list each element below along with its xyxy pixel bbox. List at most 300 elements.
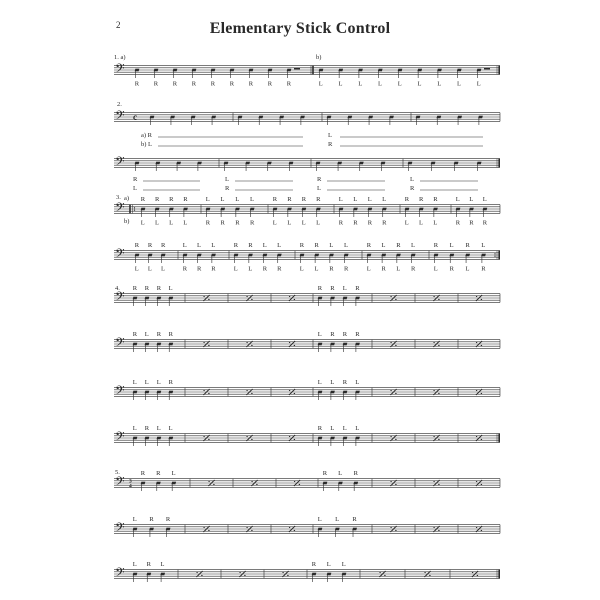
measure-repeat-dot bbox=[438, 439, 439, 440]
sticking-above: R bbox=[149, 516, 154, 523]
measure-repeat-dot bbox=[208, 393, 209, 394]
bass-clef-icon: 𝄢 bbox=[115, 431, 125, 447]
sticking-above: L bbox=[249, 196, 254, 203]
sticking-below: L bbox=[338, 80, 343, 88]
sticking-below: R bbox=[382, 219, 387, 227]
measure-repeat-dot bbox=[246, 527, 247, 528]
measure-repeat-dot bbox=[424, 572, 425, 573]
answer-line bbox=[410, 176, 478, 183]
measure-repeat-dot bbox=[201, 575, 202, 576]
answer-line-label: R bbox=[328, 141, 333, 148]
staff-system bbox=[114, 425, 500, 447]
repeat-dot bbox=[134, 210, 135, 211]
measure-repeat-dot bbox=[481, 530, 482, 531]
sticking-above: R bbox=[419, 196, 424, 203]
sticking-above: R bbox=[433, 196, 438, 203]
measure-repeat-dot bbox=[481, 439, 482, 440]
sticking-above: R bbox=[156, 331, 162, 338]
sticking-below: L bbox=[437, 80, 442, 88]
sticking-above: L bbox=[341, 561, 346, 568]
sticking-below: L bbox=[154, 219, 159, 227]
measure-repeat-dot bbox=[203, 342, 204, 343]
sticking-below: L bbox=[465, 265, 470, 273]
sticking-below: L bbox=[301, 219, 306, 227]
sticking-below: L bbox=[378, 80, 383, 88]
sticking-below: L bbox=[419, 219, 424, 227]
answer-line bbox=[328, 132, 483, 139]
sticking-above: R bbox=[322, 470, 328, 477]
staff-system bbox=[114, 101, 500, 148]
sticking-below: R bbox=[469, 219, 474, 227]
sticking-above: L bbox=[317, 379, 322, 386]
sticking-above: L bbox=[197, 242, 202, 249]
sticking-above: L bbox=[277, 242, 282, 249]
sticking-above: L bbox=[168, 285, 173, 292]
sticking-above: R bbox=[352, 516, 357, 523]
sticking-below: R bbox=[205, 219, 211, 227]
sticking-above: L bbox=[469, 196, 474, 203]
sticking-above: R bbox=[233, 242, 239, 249]
sticking-above: R bbox=[165, 516, 171, 523]
sticking-above: R bbox=[144, 425, 150, 432]
sticking-above: L bbox=[326, 561, 331, 568]
measure-repeat-dot bbox=[438, 345, 439, 346]
measure bbox=[150, 113, 233, 125]
measure-repeat-dot bbox=[251, 530, 252, 531]
exercise-number: 5. bbox=[115, 469, 120, 476]
measure-repeat-dot bbox=[477, 575, 478, 576]
sticking-above: R bbox=[156, 470, 161, 477]
measure-repeat-dot bbox=[294, 439, 295, 440]
measure-repeat-dot bbox=[433, 296, 434, 297]
sticking-above: L bbox=[410, 242, 415, 249]
sticking-below: R bbox=[482, 219, 488, 227]
sticking-above: L bbox=[455, 196, 460, 203]
answer-line-label: R bbox=[410, 185, 415, 192]
sticking-below: L bbox=[140, 219, 145, 227]
measure-repeat-dot bbox=[251, 481, 252, 482]
sticking-above: L bbox=[449, 242, 454, 249]
sticking-above: L bbox=[160, 561, 165, 568]
measure-repeat-dot bbox=[395, 299, 396, 300]
measure bbox=[224, 159, 311, 171]
exercise-number: 4. bbox=[115, 285, 120, 292]
measure-repeat-dot bbox=[481, 393, 482, 394]
sticking-above: L bbox=[317, 516, 322, 523]
sticking-above: R bbox=[146, 561, 151, 568]
sticking-above: L bbox=[235, 196, 240, 203]
sticking-below: L bbox=[183, 219, 188, 227]
sticking-above: R bbox=[248, 242, 253, 249]
measure-repeat-dot bbox=[203, 390, 204, 391]
bass-clef-icon: 𝄢 bbox=[115, 337, 125, 353]
measure-repeat-dot bbox=[244, 575, 245, 576]
staff-system bbox=[114, 331, 500, 353]
measure-repeat-dot bbox=[251, 439, 252, 440]
sticking-below: L bbox=[417, 80, 422, 88]
sticking-below: L bbox=[366, 265, 371, 273]
sticking-above: R bbox=[353, 470, 358, 477]
sticking-above: R bbox=[316, 196, 321, 203]
measure-repeat-dot bbox=[289, 296, 290, 297]
sticking-above: L bbox=[482, 196, 487, 203]
sticking-above: L bbox=[338, 470, 343, 477]
measure-repeat-dot bbox=[203, 296, 204, 297]
measure-repeat-dot bbox=[251, 299, 252, 300]
exercise-number: 1. a) bbox=[114, 54, 126, 61]
sticking-below: R bbox=[229, 80, 235, 88]
bass-clef-icon: 𝄢 bbox=[115, 156, 125, 172]
measure-repeat-dot bbox=[294, 393, 295, 394]
measure-repeat-dot bbox=[208, 299, 209, 300]
sticking-above: L bbox=[317, 331, 322, 338]
sticking-below: R bbox=[343, 265, 349, 273]
measure-repeat-dot bbox=[256, 484, 257, 485]
answer-line-label: L bbox=[225, 176, 229, 183]
sticking-below: R bbox=[267, 80, 273, 88]
measure-repeat-dot bbox=[213, 484, 214, 485]
sticking-below: L bbox=[396, 265, 401, 273]
sticking-above: R bbox=[272, 196, 278, 203]
sticking-above: L bbox=[381, 242, 386, 249]
sticking-above: L bbox=[132, 561, 137, 568]
sticking-above: L bbox=[338, 196, 343, 203]
measure-repeat-dot bbox=[438, 484, 439, 485]
measure bbox=[316, 159, 403, 171]
sticking-above: L bbox=[481, 242, 486, 249]
sticking-above: R bbox=[132, 331, 138, 338]
sticking-above: R bbox=[311, 561, 317, 568]
variant-label: b) bbox=[316, 54, 322, 61]
variant-label-b: b) bbox=[124, 218, 130, 225]
measure-repeat-dot bbox=[481, 345, 482, 346]
staff-system bbox=[114, 54, 500, 88]
measure-repeat-dot bbox=[433, 527, 434, 528]
repeat-dot bbox=[494, 253, 495, 254]
measure-repeat-dot bbox=[390, 481, 391, 482]
sticking-above: R bbox=[404, 196, 410, 203]
measure-repeat-dot bbox=[287, 575, 288, 576]
bass-clef-icon: 𝄢 bbox=[115, 567, 125, 583]
sticking-above: R bbox=[169, 196, 174, 203]
sticking-below: L bbox=[160, 265, 165, 273]
sticking-below: R bbox=[172, 80, 178, 88]
measure-repeat-dot bbox=[251, 345, 252, 346]
sticking-below: R bbox=[153, 80, 159, 88]
measure-repeat-dot bbox=[208, 345, 209, 346]
sticking-above: R bbox=[465, 242, 470, 249]
measure bbox=[238, 113, 322, 125]
sticking-below: R bbox=[191, 80, 197, 88]
sticking-above: R bbox=[287, 196, 292, 203]
measure-repeat-dot bbox=[208, 530, 209, 531]
sticking-below: R bbox=[220, 219, 225, 227]
sticking-above: R bbox=[433, 242, 439, 249]
sticking-below: L bbox=[316, 219, 321, 227]
page-title: Elementary Stick Control bbox=[209, 20, 391, 37]
bass-clef-icon: 𝄢 bbox=[115, 476, 125, 492]
measure bbox=[327, 113, 411, 125]
measure-repeat-dot bbox=[481, 484, 482, 485]
sticking-above: R bbox=[330, 331, 335, 338]
sticking-below: L bbox=[287, 219, 292, 227]
sticking-above: L bbox=[335, 516, 340, 523]
answer-line-label: L bbox=[133, 185, 137, 192]
answer-line bbox=[133, 185, 200, 192]
measure-repeat-dot bbox=[390, 342, 391, 343]
sticking-below: R bbox=[381, 265, 386, 273]
sticking-below: L bbox=[397, 80, 402, 88]
measure-repeat-dot bbox=[390, 296, 391, 297]
staff-system bbox=[114, 194, 500, 227]
sticking-above: L bbox=[330, 425, 335, 432]
measure-repeat-dot bbox=[282, 572, 283, 573]
measure-repeat-dot bbox=[476, 527, 477, 528]
sticking-below: R bbox=[455, 219, 461, 227]
sticking-below: L bbox=[272, 219, 277, 227]
sticking-above: R bbox=[366, 242, 372, 249]
sticking-below: L bbox=[314, 265, 319, 273]
staff-system bbox=[114, 561, 500, 583]
sticking-below: R bbox=[367, 219, 373, 227]
sticking-above: L bbox=[367, 196, 372, 203]
sticking-above: R bbox=[317, 285, 323, 292]
measure-repeat-dot bbox=[246, 342, 247, 343]
answer-line bbox=[141, 141, 303, 148]
sticking-below: R bbox=[329, 265, 334, 273]
sticking-above: L bbox=[144, 331, 149, 338]
measure-repeat-dot bbox=[379, 572, 380, 573]
staff-system bbox=[114, 242, 500, 273]
measure-repeat-dot bbox=[390, 390, 391, 391]
sticking-above: L bbox=[171, 470, 176, 477]
measure-repeat-dot bbox=[395, 393, 396, 394]
sticking-above: R bbox=[132, 285, 138, 292]
whole-rest-icon bbox=[294, 68, 300, 70]
sticking-below: L bbox=[476, 80, 481, 88]
sticking-above: R bbox=[299, 242, 305, 249]
sticking-below: R bbox=[449, 265, 454, 273]
measure-repeat-dot bbox=[390, 527, 391, 528]
measure-repeat-dot bbox=[289, 527, 290, 528]
sticking-below: R bbox=[262, 265, 268, 273]
measure-repeat-dot bbox=[433, 390, 434, 391]
sticking-below: L bbox=[457, 80, 462, 88]
answer-line-label: L bbox=[410, 176, 414, 183]
common-time-icon: c bbox=[133, 112, 137, 122]
measure-repeat-dot bbox=[289, 342, 290, 343]
time-signature-bottom: 4 bbox=[129, 483, 132, 490]
measure bbox=[416, 113, 500, 125]
sticking-above: L bbox=[262, 242, 267, 249]
sticking-below: R bbox=[249, 219, 255, 227]
sticking-below: L bbox=[248, 265, 253, 273]
measure-repeat-dot bbox=[251, 393, 252, 394]
whole-rest-icon bbox=[484, 68, 490, 70]
sticking-above: L bbox=[220, 196, 225, 203]
measure-repeat-dot bbox=[196, 572, 197, 573]
sticking-above: L bbox=[353, 196, 358, 203]
answer-line-label: R bbox=[317, 176, 322, 183]
sticking-above: R bbox=[396, 242, 401, 249]
sticking-below: L bbox=[433, 265, 438, 273]
sticking-above: R bbox=[160, 242, 166, 249]
measure bbox=[135, 159, 219, 171]
measure-repeat-dot bbox=[476, 342, 477, 343]
sticking-above: R bbox=[134, 242, 140, 249]
measure-repeat-dot bbox=[294, 299, 295, 300]
measure-repeat-dot bbox=[294, 481, 295, 482]
sticking-below: R bbox=[410, 265, 416, 273]
sticking-above: R bbox=[314, 242, 319, 249]
exercise-number: 3. bbox=[116, 194, 121, 201]
sticking-below: L bbox=[147, 265, 152, 273]
sticking-above: L bbox=[343, 242, 348, 249]
sticking-below: L bbox=[433, 219, 438, 227]
measure-repeat-dot bbox=[438, 299, 439, 300]
sticking-above: R bbox=[355, 331, 360, 338]
sticking-below: L bbox=[233, 265, 238, 273]
answer-line-label: R bbox=[133, 176, 138, 183]
exercise-number: 2. bbox=[117, 101, 122, 108]
sticking-below: R bbox=[210, 80, 216, 88]
sticking-above: L bbox=[329, 242, 334, 249]
staff-system bbox=[114, 156, 500, 192]
measure-repeat-dot bbox=[476, 481, 477, 482]
answer-line bbox=[133, 176, 200, 183]
measure-repeat-dot bbox=[384, 575, 385, 576]
sticking-below: L bbox=[404, 219, 409, 227]
page-number: 2 bbox=[116, 20, 121, 30]
sticking-below: R bbox=[235, 219, 240, 227]
answer-line bbox=[317, 185, 385, 192]
measure-repeat-dot bbox=[203, 436, 204, 437]
bass-clef-icon: 𝄢 bbox=[115, 385, 125, 401]
variant-label-a: a) bbox=[124, 195, 130, 202]
measure-repeat-dot bbox=[299, 484, 300, 485]
sticking-below: R bbox=[182, 265, 188, 273]
sticking-above: L bbox=[156, 425, 161, 432]
answer-line bbox=[410, 185, 478, 192]
sticking-above: R bbox=[317, 425, 323, 432]
answer-line-label: L bbox=[328, 132, 332, 139]
sticking-above: R bbox=[154, 196, 160, 203]
sticking-below: R bbox=[134, 80, 140, 88]
measure-repeat-dot bbox=[239, 572, 240, 573]
sticking-above: L bbox=[382, 196, 387, 203]
sticking-above: R bbox=[168, 331, 173, 338]
repeat-dot bbox=[134, 207, 135, 208]
measure bbox=[135, 66, 313, 88]
sticking-above: L bbox=[132, 516, 137, 523]
measure-repeat-dot bbox=[390, 436, 391, 437]
sticking-below: L bbox=[299, 265, 304, 273]
measure-repeat-dot bbox=[476, 436, 477, 437]
measure-repeat-dot bbox=[476, 296, 477, 297]
measure-repeat-dot bbox=[246, 390, 247, 391]
measure-repeat-dot bbox=[289, 436, 290, 437]
sticking-above: L bbox=[132, 425, 137, 432]
staff-system bbox=[114, 379, 500, 401]
measure-repeat-dot bbox=[246, 296, 247, 297]
measure-repeat-dot bbox=[246, 436, 247, 437]
sticking-above: L bbox=[205, 196, 210, 203]
sticking-below: R bbox=[338, 219, 344, 227]
measure bbox=[316, 54, 499, 88]
sticking-below: R bbox=[248, 80, 254, 88]
staff-system bbox=[114, 516, 500, 538]
repeat-dot bbox=[494, 256, 495, 257]
sticking-above: L bbox=[168, 425, 173, 432]
measure-repeat-dot bbox=[481, 299, 482, 300]
sticking-below: L bbox=[358, 80, 363, 88]
sticking-above: R bbox=[183, 196, 188, 203]
measure-repeat-dot bbox=[433, 481, 434, 482]
answer-line-label: R bbox=[225, 185, 230, 192]
bass-clef-icon: 𝄢 bbox=[115, 291, 125, 307]
sticking-above: R bbox=[156, 285, 162, 292]
time-signature-top: 3 bbox=[129, 478, 132, 485]
answer-line bbox=[317, 176, 385, 183]
measure bbox=[408, 159, 500, 171]
staff-system bbox=[114, 469, 500, 492]
sticking-above: R bbox=[330, 285, 335, 292]
sticking-above: L bbox=[330, 379, 335, 386]
bass-clef-icon: 𝄢 bbox=[115, 202, 125, 218]
sticking-below: R bbox=[353, 219, 358, 227]
sticking-below: R bbox=[197, 265, 202, 273]
sticking-below: L bbox=[169, 219, 174, 227]
sticking-above: L bbox=[355, 379, 360, 386]
sticking-below: R bbox=[211, 265, 216, 273]
measure-repeat-dot bbox=[438, 393, 439, 394]
answer-line bbox=[141, 132, 303, 139]
measure-repeat-dot bbox=[433, 436, 434, 437]
answer-line-label: a) R bbox=[141, 132, 153, 139]
sticking-above: L bbox=[156, 379, 161, 386]
staff-system bbox=[114, 285, 500, 307]
sticking-above: L bbox=[132, 379, 137, 386]
measure-repeat-dot bbox=[476, 390, 477, 391]
bass-clef-icon: 𝄢 bbox=[115, 110, 125, 126]
measure-repeat-dot bbox=[438, 530, 439, 531]
sticking-above: R bbox=[342, 331, 348, 338]
measure-repeat-dot bbox=[208, 481, 209, 482]
sticking-above: R bbox=[144, 285, 150, 292]
measure-repeat-dot bbox=[429, 575, 430, 576]
sticking-below: L bbox=[318, 80, 323, 88]
sticking-above: L bbox=[342, 425, 347, 432]
measure-repeat-dot bbox=[203, 527, 204, 528]
measure-repeat-dot bbox=[395, 439, 396, 440]
sticking-above: R bbox=[301, 196, 307, 203]
sticking-above: R bbox=[355, 285, 360, 292]
measure-repeat-dot bbox=[289, 390, 290, 391]
measure-repeat-dot bbox=[395, 345, 396, 346]
measure-repeat-dot bbox=[395, 484, 396, 485]
sticking-below: R bbox=[277, 265, 282, 273]
sticking-above: R bbox=[342, 379, 348, 386]
sticking-below: R bbox=[286, 80, 292, 88]
sticking-above: R bbox=[147, 242, 153, 249]
sticking-above: L bbox=[342, 285, 347, 292]
measure-repeat-dot bbox=[472, 572, 473, 573]
sticking-above: L bbox=[355, 425, 360, 432]
measure-repeat-dot bbox=[208, 439, 209, 440]
measure-repeat-dot bbox=[294, 530, 295, 531]
measure-repeat-dot bbox=[294, 345, 295, 346]
answer-line-label: b) L bbox=[141, 141, 153, 148]
